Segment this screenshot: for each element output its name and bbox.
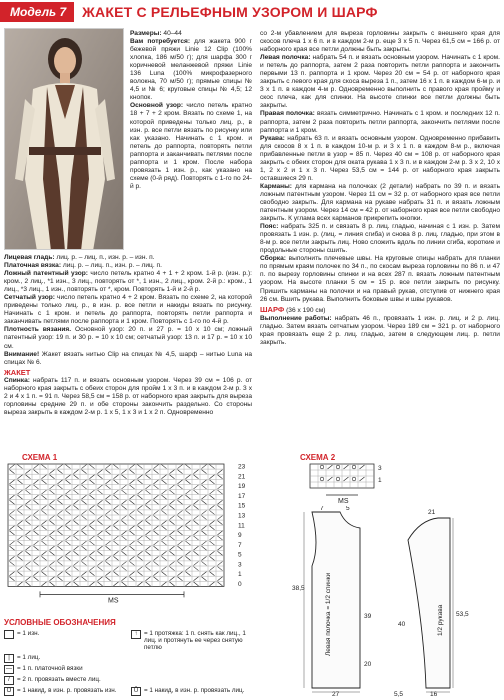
paragraph: [4, 351, 252, 367]
row-number: 1: [238, 571, 242, 579]
legend-item: [131, 687, 254, 696]
row-number: 17: [238, 492, 246, 500]
paragraph: [260, 54, 500, 110]
column-sizes: [130, 30, 252, 191]
paragraph-label: Лицевая гладь:: [4, 254, 55, 261]
scheme2-title: СХЕМА 2: [300, 453, 336, 462]
paragraph-text: Жакет вязать нитью Clip на спицах № 4,5, шарф – нитью Luna на спицах № 6.: [4, 350, 252, 366]
paragraph-label: Спинка:: [4, 376, 30, 384]
legend-text: = 1 п. платочной вязки: [17, 664, 83, 672]
paragraph: [260, 255, 500, 303]
back-neck-label: 5: [346, 506, 350, 512]
section-heading-jacket: ЖАКЕТ: [4, 367, 31, 377]
paragraph-text: набрать 63 п. и вязать основным узором. Одновременно прибавить для скосов 8 х 1 п. в каждом 10-м р. и 3 х 1 п. в каждом 8-м р., включая прибавленные петли в узор = 85 п. Через 40 см = 108 р. от наборного края закрыть с обеих сторон для оката рукава 1 х 3 п. и в каждом 2-м р. 3 х 2, 10 х 1, 2 х 2 и 1 х 3 п. Через 53,5 см = 144 р. от наборного края закрыть оставшиеся 29 п.: [260, 134, 500, 182]
front-piece-outline: [312, 512, 360, 688]
paragraph-text: 40–44: [161, 30, 182, 37]
sleeve-outline: [408, 518, 450, 688]
row-number: 9: [238, 532, 242, 540]
paragraph-text: лиц. р. – лиц. п., изн. р. – изн. п.: [54, 254, 155, 261]
legend-item: [131, 654, 254, 663]
paragraph-label: Правая полочка:: [260, 110, 315, 118]
sleeve-top-label: 5,5: [394, 691, 404, 698]
paragraph-text: набрать 117 п. и вязать основным узором. Через 39 см = 106 р. от наборного края закрыть с обеих сторон для пройм 1 х 3 п. и в каждом 2-м р. 3 х 2 и 4 х 1 п. = 91 п. Через 58,5 см = 158 р. от наборного края закрыть для выреза горловины средние 29 п. и обе стороны закончить раздельно. Со стороны выреза закрыть в каждом 2-м р. 1 х 5, 1 х 3 и 1 х 2 п. Одновременно: [4, 376, 252, 416]
paragraph-label: Сетчатый узор:: [4, 294, 55, 302]
paragraph-text: набрать 46 п., провязать 1 изн. р. лиц. и 2 р. лиц. гладью. Затем вязать сетчатым узором. Через 189 см = 321 р. от наборного края провязать еще 2 р. лиц. гладью, затем в следующем лиц. р. петли закрыть.: [260, 314, 500, 346]
paragraph: [260, 183, 500, 223]
legend-item: [131, 665, 254, 674]
paragraph-text: число петель кратно 18 + 7 + 2 кром. Вязать по схеме 1, на которой приведены только лиц. р., в изн. р. все петли вязать по рисунку или как указано. Начинать с 1 кром. и петель до раппорта, повторять петли раппорта и заканчивать петлями после раппорта и 1 кром. После набора провязать 1 изн. р., как указано на схеме (0-й ряд). Повторять с 1-го по 24-й р.: [130, 102, 252, 190]
legend-item: [4, 654, 127, 663]
legend-symbol: ↑: [131, 630, 141, 639]
sleeve-h2-label: 53,5: [456, 611, 469, 618]
row-number: 5: [238, 551, 242, 559]
sleeve-label: 1/2 рукава: [437, 604, 444, 636]
model-photo-illustration: [5, 29, 124, 250]
legend-item: [4, 676, 127, 685]
legend-symbol: O: [4, 687, 14, 696]
paragraph-text: число петель кратно 4 + 1 + 2 кром. 1-й р. (изн. р.): кром., 2 лиц., *1 изн., 3 лиц., повторять от *, 1 изн., 2 лиц., кром. 2-й р.: кром., 1 лиц., *3 лиц., 1 изн., повторять от *, кром. Повторять 1-й и 2-й р.: [4, 270, 252, 294]
column-instructions: [260, 30, 500, 347]
paragraph: [260, 135, 500, 183]
row-number: 13: [238, 512, 246, 520]
legend-title: УСЛОВНЫЕ ОБОЗНАЧЕНИЯ: [4, 618, 116, 627]
paragraph-label: Ложный патентный узор:: [4, 270, 88, 278]
row-number: 23: [238, 463, 246, 471]
paragraph: [4, 294, 252, 326]
legend-text: = 1 изн.: [17, 630, 40, 637]
scheme2-chart: [300, 462, 400, 506]
paragraph-label: Платочная вязка:: [4, 262, 62, 270]
paragraph-text: для жакета 900 г бежевой пряжи Linie 12 Clip (100% хлопка, 186 м/50 г); для шарфа 300 г коричневой меланжевой пряжи Linie 136 Luna (100% микрофазерного волокна, 70 м/50 г); прямые спицы № 4,5 и № 6; круговые спицы № 4,5; 12 кнопок.: [130, 38, 252, 102]
paragraph-text: число петель кратно 4 + 2 кром. Вязать по схеме 2, на которой приведены только лиц. р., в изн. р. все петли и накиды вязать по рисунку. Начинать с 1 кром. и петель до раппорта, повторять петли раппорта и заканчивать петлями после раппорта и 1 кром. Повторять с 1-го по 4-й р.: [4, 294, 252, 326]
paragraph-label: Сборка:: [260, 255, 286, 263]
ms-label: MS: [108, 597, 119, 605]
page-header: [0, 0, 504, 24]
legend-text: = 1 накид, в изн. р. провязать изн.: [17, 686, 117, 694]
row-number: 1: [378, 477, 382, 484]
paragraph-label: Пояс:: [260, 223, 279, 231]
paragraph-text: выполнить плечевые швы. На круговые спицы набрать для планки по прямым краям полочек по 34 п., по скосам выреза горловины по 86 п. и 47 п. по вырезу горловины спинки и на всех 287 п. вязать ложным патентным узором. На высоте планки 5 см = 15 р. все петли закрыть по рисунку. Пришить карманы на полочки и на правый рукав, отступив от нижнего края 26 см. Вшить рукава. Выполнить боковые швы и швы рукавов.: [260, 255, 500, 303]
paragraph-text: Основной узор: 20 п. и 27 р. = 10 х 10 см; ложный патентный узор: 19 п. и 30 р. = 10 х 10 см; сетчатый узор: 13 п. и 17 р. = 10 х 10 см.: [4, 326, 252, 350]
row-number: 7: [238, 541, 242, 549]
row-number: 3: [378, 465, 382, 472]
sleeve-width-label: 21: [428, 509, 436, 516]
paragraph: [4, 270, 252, 294]
legend: [4, 618, 254, 696]
scheme1-chart: [4, 462, 258, 612]
front-piece-label: Левая полочка = 1/2 спинки: [325, 572, 332, 656]
paragraph: [130, 38, 252, 102]
paragraph-text: со 2-м убавлением для выреза горловины закрыть с внешнего края для скосов плеча 1 х 6 п. и в каждом 2-м р. еще 3 х 5 п. Через 61,5 см = 166 р. от наборного края все петли должны быть закрыты.: [260, 30, 500, 54]
paragraph: [130, 30, 252, 38]
paragraph-label: Карманы:: [260, 182, 292, 190]
paragraph-label: Выполнение работы:: [260, 314, 332, 322]
row-number: 15: [238, 502, 246, 510]
scarf-size: (36 х 190 см): [284, 306, 326, 314]
row-number: 11: [238, 522, 245, 530]
legend-item: [131, 630, 254, 652]
legend-symbol: /: [4, 676, 14, 685]
legend-symbol: [4, 630, 14, 639]
back-h1-label: 38,5: [292, 585, 305, 592]
row-number: 3: [238, 561, 242, 569]
legend-item: [4, 687, 127, 696]
legend-text: = 2 п. провязать вместе лиц.: [17, 675, 101, 683]
ms-label: MS: [338, 498, 349, 505]
legend-grid: [4, 630, 254, 696]
sleeve-h1-label: 40: [398, 621, 406, 628]
paragraph: [130, 102, 252, 191]
paragraph-label: Вам потребуется:: [130, 38, 191, 46]
paragraph-text: набрать 54 п. и вязать основным узором. Начинать с 1 кром. и петель до раппорта, затем 2 раза повторить петли раппорта и закончить первыми 13 п. раппорта и 1 кром. Через 20 см = 54 р. от наборного края закрыть с левого края для скоса выреза 1 п., затем 16 х 1 п. в каждом 6-м р. и 3 х 1 п. в каждом 4-м р. Одновременно выполнить с правого края пройму и скос плеча, как для спинки. На высоте спинки все петли должны быть закрыты.: [260, 54, 500, 110]
row-number: 19: [238, 483, 246, 491]
section-heading-scarf: [260, 306, 500, 315]
model-photo: [4, 28, 124, 250]
paragraph: [260, 30, 500, 54]
paragraph-label: Размеры:: [130, 30, 162, 37]
paragraph-text: набрать 325 п. и связать 8 р. лиц. гладью, начиная с 1 изн. р. Затем провязать 1 изн. р. (лиц. = линия сгиба) и снова 8 р. лиц. гладью, при этом в 8-м р. все петли закрыть лиц. Ново сложить вдоль по линии сгиба, короткие и продольные стороны сшить.: [260, 223, 500, 255]
paragraph-label: Левая полочка:: [260, 54, 311, 62]
model-tag: Модель 7: [0, 2, 74, 22]
paragraph: [4, 254, 252, 262]
sleeve-cuff-label: 16: [430, 691, 438, 698]
scheme1-title: СХЕМА 1: [22, 453, 58, 462]
front-h2-label: 39: [364, 613, 372, 620]
front-h-label: 20: [364, 661, 372, 668]
legend-text: = 1 лиц.: [17, 653, 41, 661]
paragraph-label: Внимание!: [4, 350, 40, 358]
legend-symbol: Ū: [131, 687, 141, 696]
paragraph-label: Рукава:: [260, 134, 285, 142]
front-width-label: 27: [332, 691, 340, 698]
paragraph: [4, 377, 252, 417]
paragraph-label: Основной узор:: [130, 102, 184, 110]
paragraph: [4, 262, 252, 270]
page-title: ЖАКЕТ С РЕЛЬЕФНЫМ УЗОРОМ И ШАРФ: [82, 4, 378, 20]
legend-text: = 1 накид, в изн. р. провязать лиц.: [144, 686, 245, 694]
paragraph: [4, 326, 252, 350]
back-top-label: 7: [320, 506, 324, 512]
scarf-heading: ШАРФ: [260, 304, 285, 314]
pattern-diagram: [290, 506, 502, 698]
paragraph-text: для кармана на полочках (2 детали) набрать по 39 п. и вязать ложным патентным узором. Через 11 см = 32 р. от наборного края все петли свободно закрыть. Для кармана на рукаве набрать 31 п. и вязать ложным патентным узором. Через 14 см = 42 р. от наборного края все петли свободно закрыть. К углама всех карманов прикрепить кнопки.: [260, 182, 500, 223]
paragraph-text: лиц. р. – лиц. п., изн. р. – лиц. п.: [61, 262, 162, 270]
legend-text: = 1 протяжка: 1 п. снять как лиц., 1 лиц. и протянуть ее через снятую петлю: [144, 630, 246, 652]
legend-item: [4, 630, 127, 652]
paragraph-label: Плотность вязания.: [4, 326, 72, 334]
row-number: 0: [238, 581, 242, 589]
legend-item: [4, 665, 127, 674]
paragraph: [260, 110, 500, 134]
legend-symbol: |: [4, 654, 14, 663]
paragraph-text: вязать симметрично. Начинать с 1 кром. и последних 12 п. раппорта, затем 2 раза повторить петли раппорта, закончить петлями после раппорта и 1 кром.: [260, 110, 500, 134]
legend-item: [131, 676, 254, 685]
legend-symbol: —: [6, 665, 12, 672]
row-number: 21: [238, 473, 246, 481]
paragraph: [260, 223, 500, 255]
column-techniques: [4, 254, 252, 417]
paragraph: [260, 315, 500, 347]
